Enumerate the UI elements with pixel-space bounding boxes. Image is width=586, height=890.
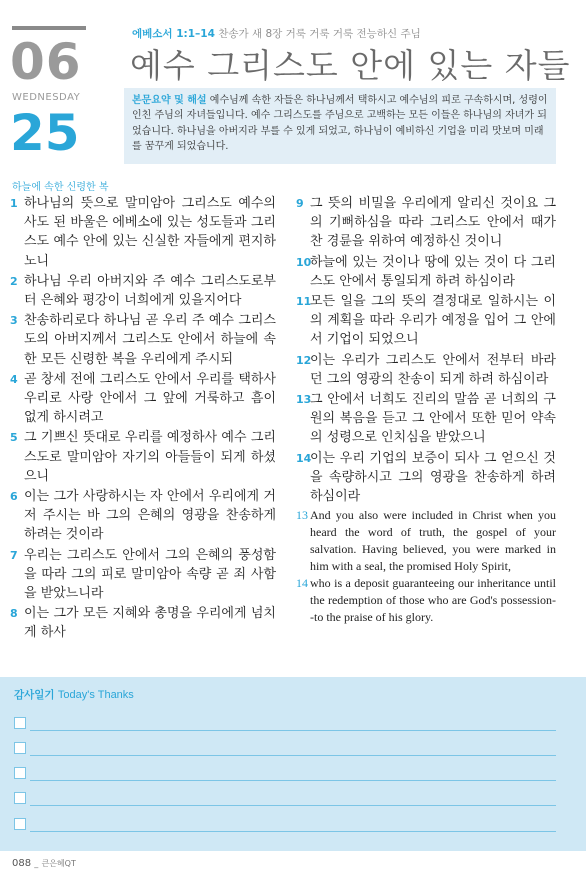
thanks-entry-row[interactable]	[14, 740, 556, 756]
summary-box	[124, 88, 556, 164]
summary-label: 본문요약 및 해설	[132, 95, 207, 106]
thanks-entry-row[interactable]	[14, 790, 556, 806]
verse-text: 모든 일을 그의 뜻의 결정대로 일하시는 이의 계획을 따라 우리가 예정을 입어 그 안에서 기업이 되었으니	[310, 294, 556, 348]
verse	[296, 194, 556, 252]
verse-text: 그 뜻의 비밀을 우리에게 알리신 것이요 그의 기뻐하심을 따라 그리스도 안에서 때가 찬 경륜을 위하여 예정하신 것이니	[310, 196, 556, 250]
date-weekday: WEDNESDAY	[12, 92, 81, 103]
checkbox[interactable]	[14, 792, 26, 804]
verse-text: 이는 우리가 그리스도 안에서 전부터 바라던 그의 영광의 찬송이 되게 하려 하심이라	[310, 352, 556, 387]
verse-number: 12	[296, 353, 312, 367]
verse-number: 3	[10, 314, 18, 328]
page-number: 088	[12, 858, 32, 869]
verses-right-column	[296, 194, 556, 626]
page-footer	[12, 858, 76, 869]
verse	[10, 604, 276, 642]
english-verse	[296, 507, 556, 575]
page-title: 예수 그리스도 안에 있는 자들	[130, 46, 571, 85]
checkbox[interactable]	[14, 717, 26, 729]
thanks-entry-row[interactable]	[14, 765, 556, 781]
scripture-reference: 에베소서 1:1–14	[132, 28, 215, 40]
date-month: 06	[10, 33, 82, 91]
date-day: 25	[10, 104, 80, 162]
date-divider	[12, 26, 86, 30]
verse	[10, 194, 276, 271]
verse	[296, 253, 556, 291]
verse	[296, 449, 556, 507]
verse-number: 13	[296, 393, 312, 407]
verse-number: 1	[10, 197, 18, 210]
writing-line[interactable]	[30, 805, 556, 806]
checkbox[interactable]	[14, 767, 26, 779]
writing-line[interactable]	[30, 780, 556, 781]
section-label: 하늘에 속한 신령한 복	[12, 182, 109, 193]
thanks-label-ko: 감사일기	[14, 689, 55, 701]
verse-number: 4	[10, 372, 18, 386]
verse-text: 그 안에서 너희도 진리의 말씀 곧 너희의 구원의 복음을 듣고 그 안에서 또한 믿어 약속의 성령으로 인치심을 받았으니	[310, 392, 556, 446]
verse-number: 2	[10, 274, 18, 288]
verses-left-column	[10, 194, 276, 644]
book-name: 큰은혜QT	[41, 859, 76, 868]
checkbox[interactable]	[14, 742, 26, 754]
verse	[10, 546, 276, 604]
thanks-entry-row[interactable]	[14, 816, 556, 832]
verse-text: 찬송하리로다 하나님 곧 우리 주 예수 그리스도의 아버지께서 그리스도 안에서 하늘에 속한 모든 신령한 복을 우리에게 주시되	[24, 313, 276, 367]
verse	[296, 351, 556, 389]
verse-text: And you also were included in Christ when you heard the word of truth, the gospel of your salvation. Having believed, you were marked in him with a seal, the promised Holy Spirit,	[310, 508, 556, 574]
verse-text: 이는 그가 사랑하시는 자 안에서 우리에게 거저 주시는 바 그의 은혜의 영광을 찬송하게 하려는 것이라	[24, 489, 276, 543]
verse-text: 이는 우리 기업의 보증이 되사 그 얻으신 것을 속량하시고 그의 영광을 찬송하게 하려 하심이라	[310, 450, 556, 505]
thanks-heading	[14, 687, 134, 702]
verse-text: 하나님의 뜻으로 말미암아 그리스도 예수의 사도 된 바울은 에베소에 있는 성도들과 그리스도 예수 안에 있는 신실한 자들에게 편지하노니	[24, 196, 276, 269]
verse-text: 곧 창세 전에 그리스도 안에서 우리를 택하사 우리로 사랑 안에서 그 앞에 거룩하고 흠이 없게 하시려고	[24, 371, 276, 426]
verse-number: 7	[10, 548, 18, 562]
verse-number: 14	[296, 451, 312, 465]
verse-text: 하늘에 있는 것이나 땅에 있는 것이 다 그리스도 안에서 통일되게 하려 하심이라	[310, 254, 556, 289]
verse-number: 13	[296, 508, 308, 523]
verse-number: 8	[10, 607, 18, 621]
checkbox[interactable]	[14, 818, 26, 830]
verse	[10, 487, 276, 545]
scripture-reference-line	[132, 26, 421, 41]
verse-text: 우리는 그리스도 안에서 그의 은혜의 풍성함을 따라 그의 피로 말미암아 속량 곧 죄 사함을 받았느니라	[24, 547, 276, 602]
verse-number: 11	[296, 295, 312, 309]
verse	[296, 292, 556, 350]
verse-text: 이는 그가 모든 지혜와 총명을 우리에게 넘치게 하사	[24, 606, 276, 641]
summary-text: 예수님께 속한 자들은 하나님께서 택하시고 예수님의 피로 구속하시며, 성령이 인친 주님의 자녀들입니다. 예수 그리스도를 주님으로 고백하는 모든 이들은 하나님의 자녀가 되었습니다. 하나님을 아버지라 부를 수 있게 되었고, 하나님이 예비하신 기업을 미리 맛보며 미래를 꿈꾸게 되었습니다.	[132, 95, 548, 153]
verse-text: 하나님 우리 아버지와 주 예수 그리스도로부터 은혜와 평강이 너희에게 있을지어다	[24, 273, 276, 309]
verse	[10, 311, 276, 369]
verse-number: 14	[296, 576, 308, 591]
verse-number: 10	[296, 255, 312, 269]
verse	[10, 428, 276, 486]
date-block	[0, 0, 120, 170]
thanks-label-en: Today's Thanks	[57, 689, 134, 701]
verse-number: 6	[10, 490, 18, 504]
english-verse	[296, 575, 556, 626]
verse-number: 5	[10, 431, 18, 445]
verse	[296, 390, 556, 448]
writing-line[interactable]	[30, 730, 556, 731]
hymn-reference: 찬송가 새 8장 거룩 거룩 거룩 전능하신 주님	[218, 28, 421, 40]
thanks-entry-row[interactable]	[14, 715, 556, 731]
footer-separator: _	[34, 859, 39, 868]
verse	[10, 272, 276, 310]
thanks-diary-panel	[0, 677, 586, 851]
verse-text: who is a deposit guaranteeing our inheritance until the redemption of those who are God's possession--to the praise of his glory.	[310, 576, 556, 625]
writing-line[interactable]	[30, 755, 556, 756]
verse-number: 9	[296, 197, 304, 210]
verse-text: 그 기쁘신 뜻대로 우리를 예정하사 예수 그리스도로 말미암아 자기의 아들들이 되게 하셨으니	[24, 430, 276, 484]
verse	[10, 370, 276, 428]
writing-line[interactable]	[30, 831, 556, 832]
